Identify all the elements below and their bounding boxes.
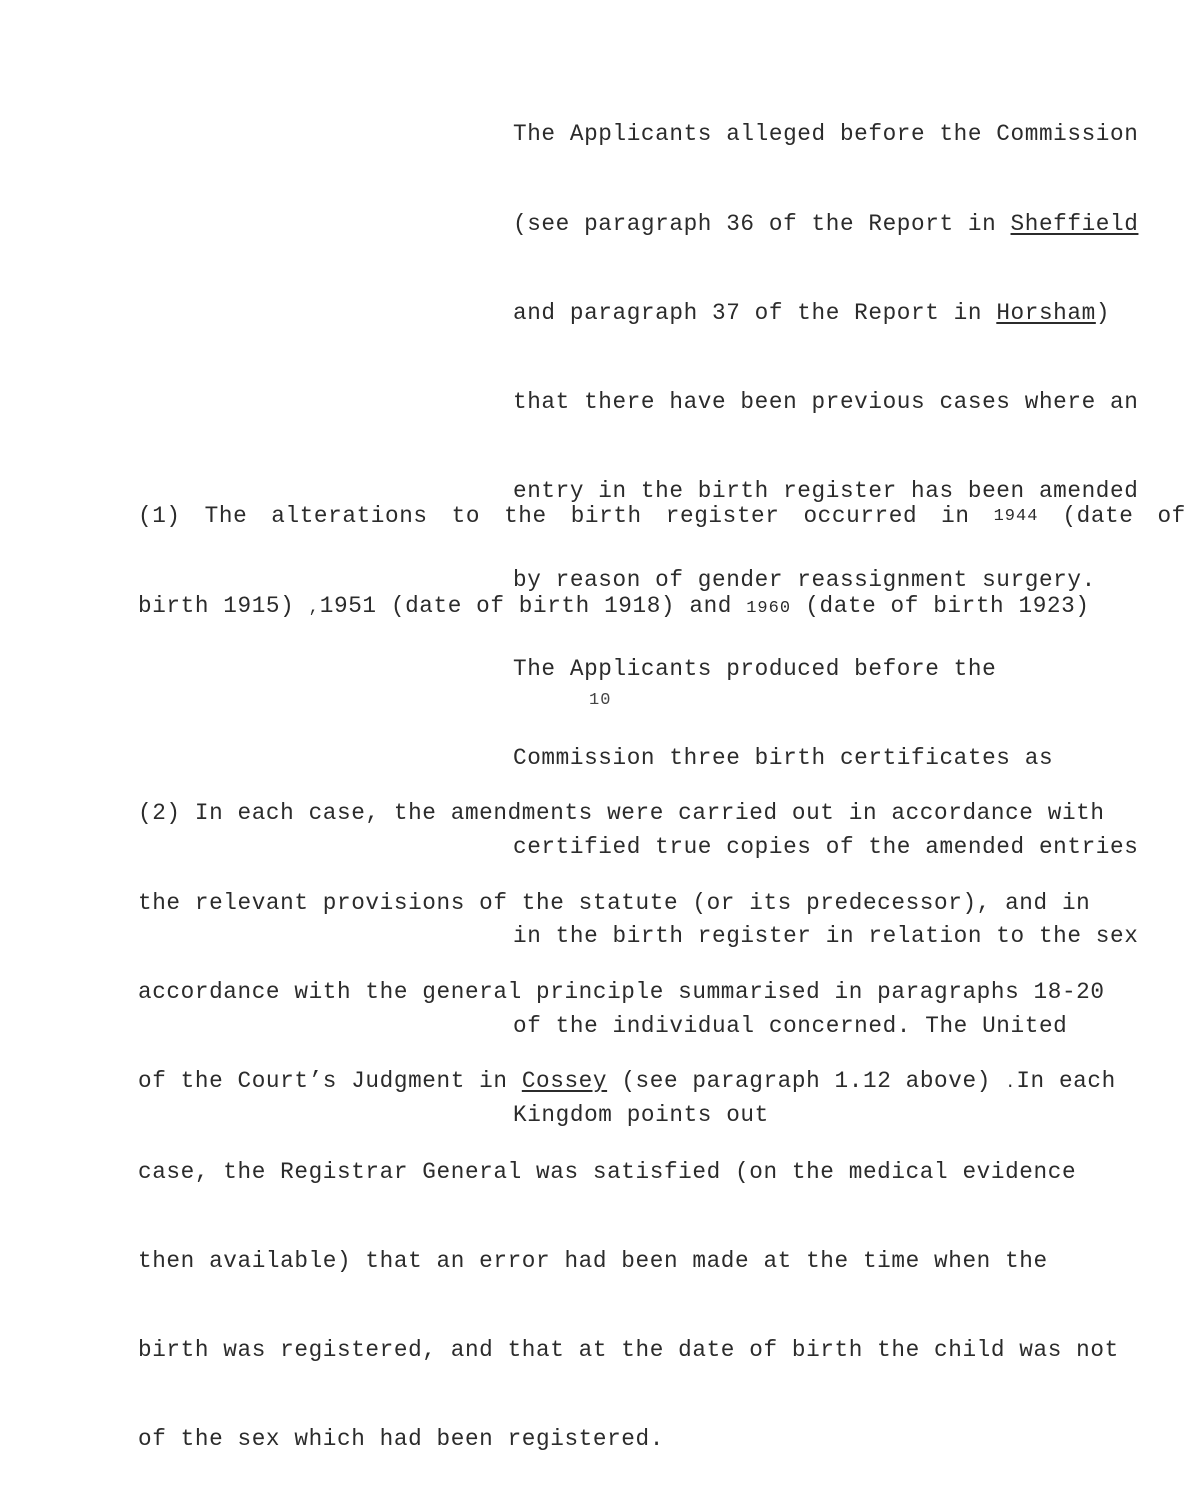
paragraph-1 — [138, 443, 1188, 653]
word: (1) — [138, 503, 181, 530]
text-run: and paragraph 37 of the Report in — [513, 299, 997, 326]
text-line: accordance with the general principle summarised in paragraphs 18-20 — [138, 978, 1105, 1005]
year-1944: 1944 — [993, 507, 1039, 527]
text-run: birth 1915) — [138, 592, 309, 619]
text-run: 1951 (date of birth 1918) and — [319, 592, 747, 619]
text-run: ) — [1095, 299, 1111, 326]
text-line: entry in the birth register has been amended — [513, 477, 1139, 504]
text-line — [138, 1067, 1188, 1099]
case-name-horsham: Horsham — [996, 299, 1096, 326]
text-line: by reason of gender reassignment surgery. — [513, 566, 1096, 593]
word: birth — [570, 503, 642, 530]
text-line: (2) In each case, the amendments were carried out in accordance with — [138, 800, 1105, 827]
text-line — [513, 299, 1193, 329]
text-run: (see paragraph 36 of the Report in — [513, 210, 1011, 237]
text-line: Commission three birth certificates as — [513, 745, 1054, 772]
word: the — [504, 503, 547, 530]
text-line: case, the Registrar General was satisfied (on the medical evidence — [138, 1158, 1077, 1185]
text-line: The Applicants alleged before the Commission — [513, 121, 1139, 148]
text-run: (see paragraph 1.12 above) — [607, 1067, 1006, 1094]
word: The — [204, 503, 248, 530]
text-line — [138, 592, 1188, 624]
paragraph-2 — [138, 740, 1188, 1485]
word: in — [941, 503, 970, 530]
text-line — [513, 210, 1193, 240]
text-run: In each — [1016, 1067, 1116, 1094]
text-line-justified — [138, 502, 1186, 532]
word: occurred — [803, 503, 918, 530]
text-line: of the sex which had been registered. — [138, 1426, 664, 1453]
text-line: Kingdom points out — [513, 1101, 769, 1128]
text-line: of the individual concerned. The United — [513, 1012, 1068, 1039]
year-1960: 1960 — [746, 598, 792, 618]
word: alterations — [271, 503, 428, 530]
text-line: in the birth register in relation to the sex — [513, 923, 1139, 950]
word: to — [451, 503, 481, 530]
word: register — [665, 503, 780, 530]
text-line: the relevant provisions of the statute (or its predecessor), and in — [138, 889, 1091, 916]
text-run: of the Court’s Judgment in — [138, 1067, 522, 1094]
case-name-sheffield: Sheffield — [1010, 210, 1139, 237]
page-number: 10 — [589, 691, 612, 710]
text-line: then available) that an error had been made at the time when the — [138, 1247, 1048, 1274]
text-line: certified true copies of the amended entries — [513, 834, 1139, 861]
separator-mark: , — [308, 598, 320, 618]
text-line: birth was registered, and that at the date of birth the child was not — [138, 1337, 1119, 1364]
case-name-cossey: Cossey — [521, 1067, 608, 1094]
text-run: (date of birth 1923) — [791, 592, 1090, 619]
word: (date — [1062, 503, 1134, 530]
text-line: that there have been previous cases where an — [513, 388, 1139, 415]
text-line: The Applicants produced before the — [513, 656, 997, 683]
separator-mark: . — [1005, 1073, 1017, 1093]
word: of — [1157, 503, 1186, 530]
